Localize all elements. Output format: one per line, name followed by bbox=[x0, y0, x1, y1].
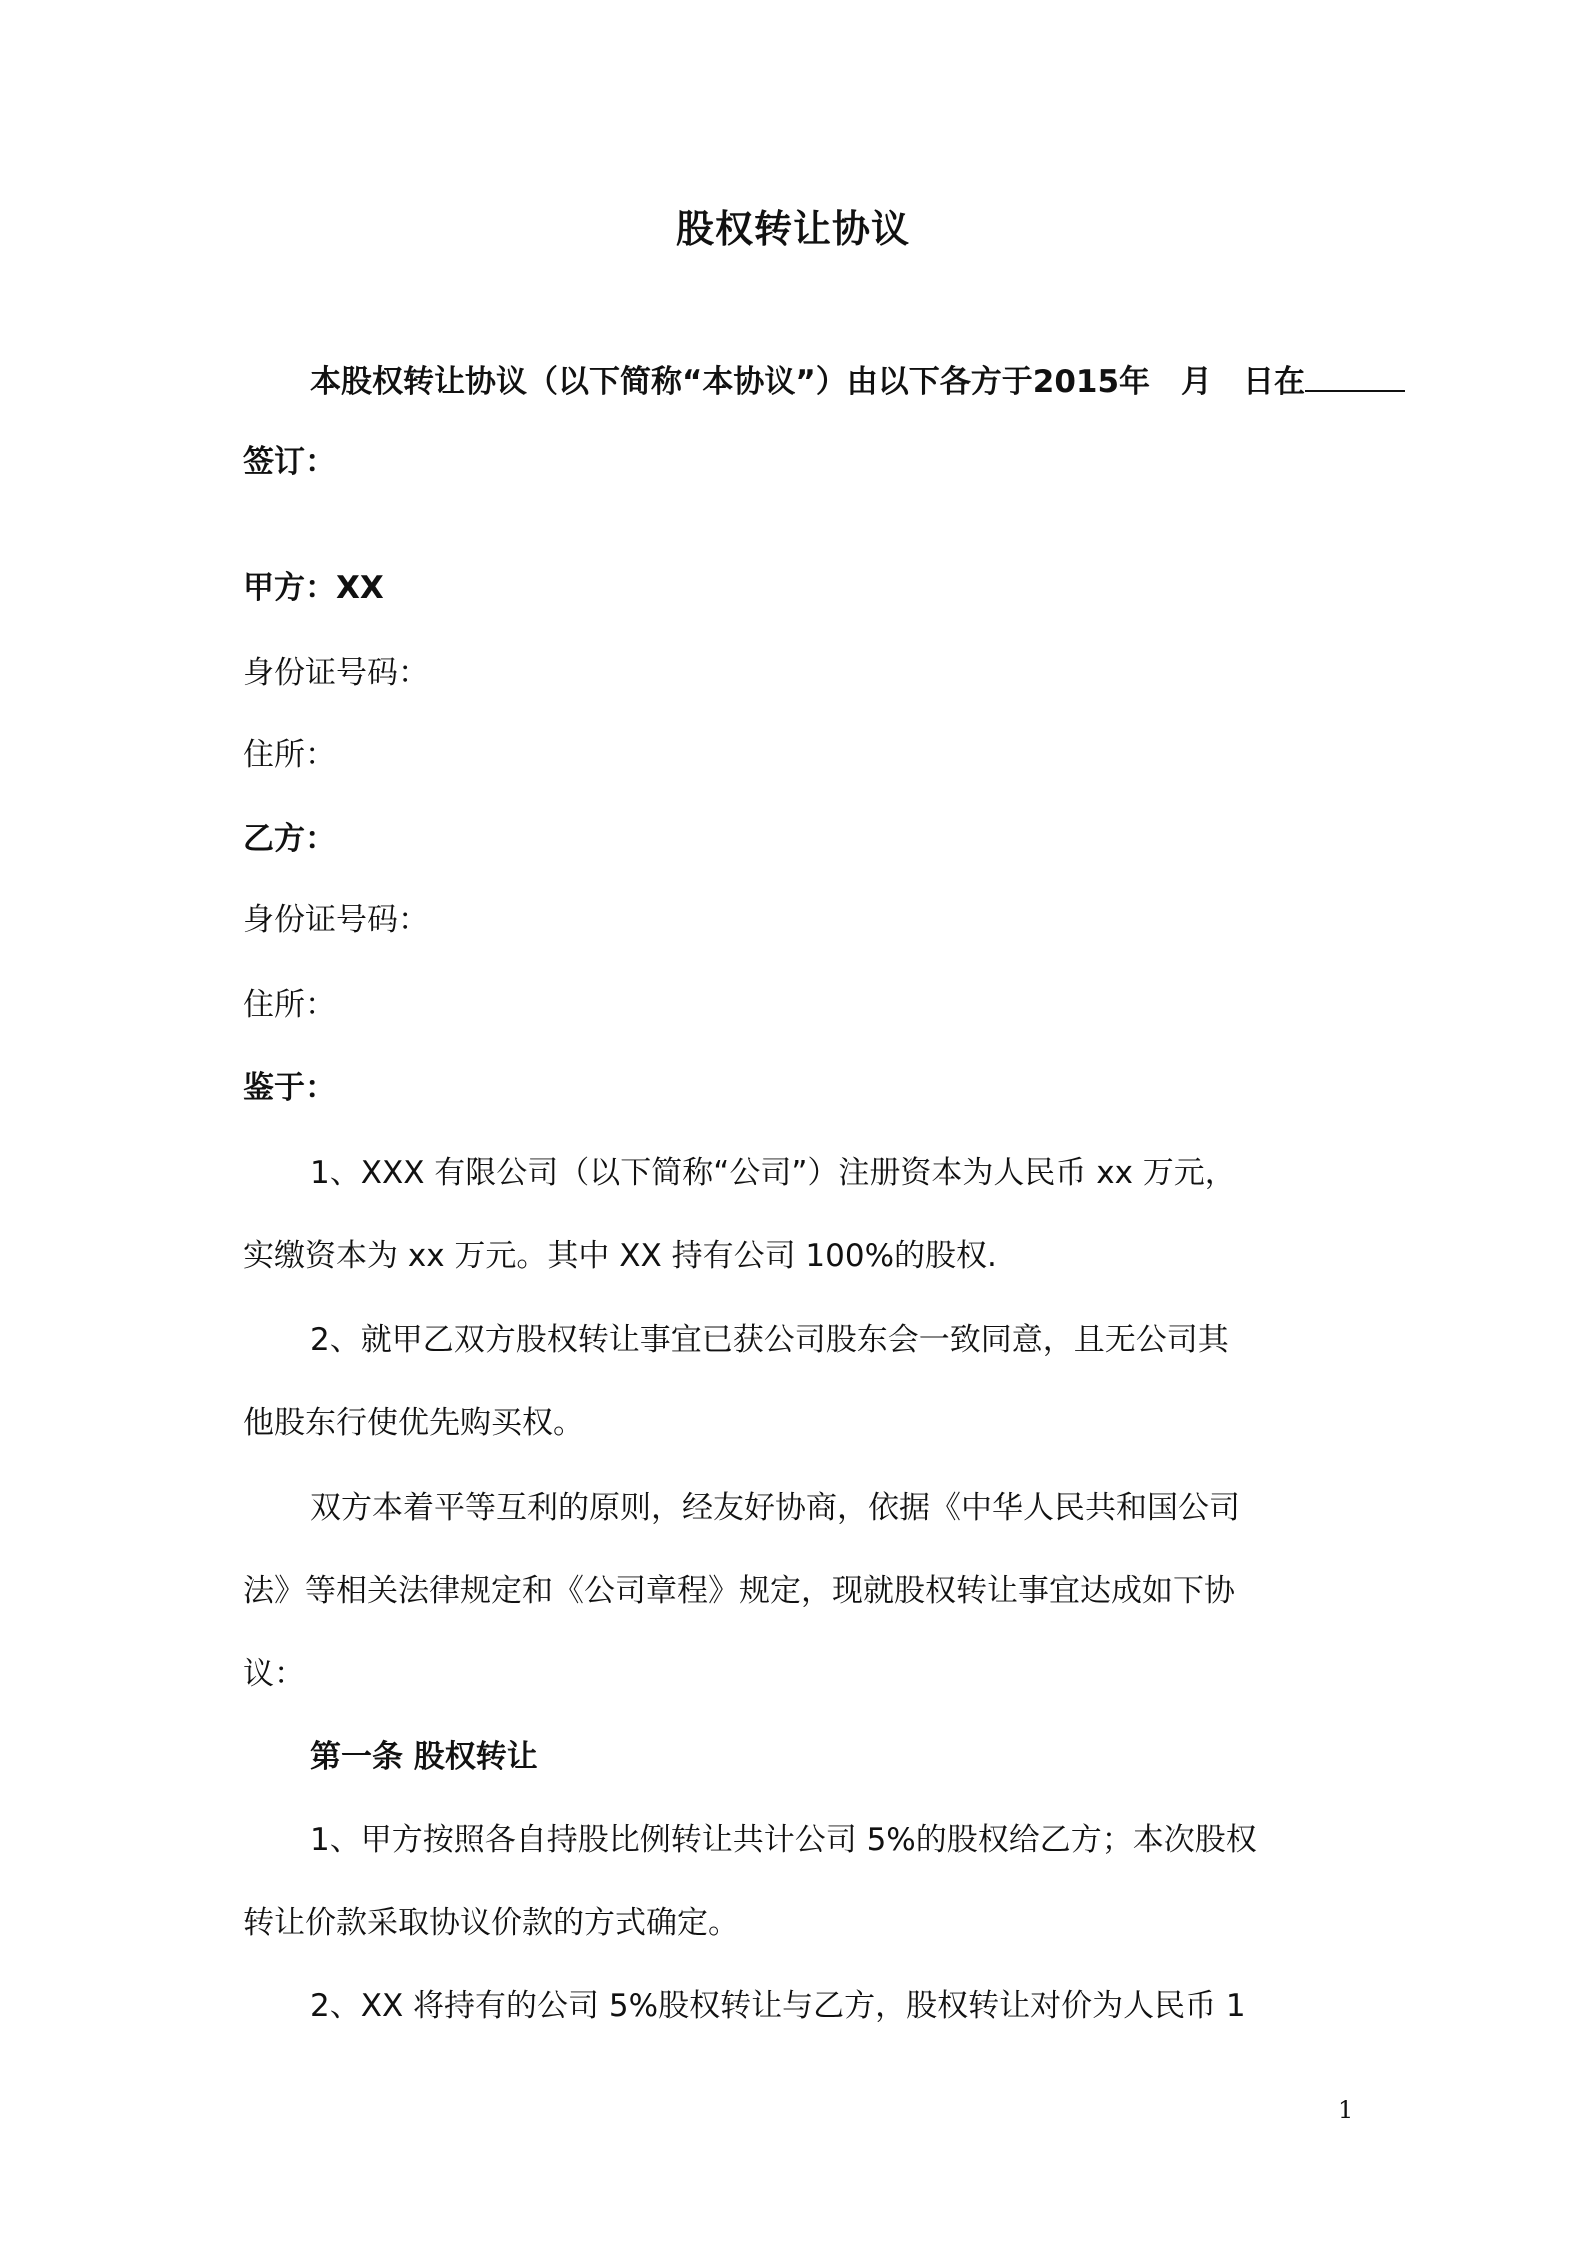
agreement-line-3: 议： bbox=[243, 1656, 305, 1692]
preamble-text: 本股权转让协议（以下简称“本协议”）由以下各方于2015年 月 日在 bbox=[310, 364, 1306, 400]
party-b-id-field: 身份证号码： bbox=[243, 902, 429, 938]
agreement-line-2: 法》等相关法律规定和《公司章程》规定，现就股权转让事宜达成如下协 bbox=[243, 1573, 1235, 1609]
article-1-item-1-line-2: 转让价款采取协议价款的方式确定。 bbox=[243, 1905, 739, 1941]
article-1-heading: 第一条 股权转让 bbox=[310, 1739, 538, 1775]
recital-1-line-1: 1、XXX 有限公司（以下简称“公司”）注册资本为人民币 xx 万元， bbox=[310, 1155, 1236, 1191]
party-b-label: 乙方： bbox=[243, 821, 336, 857]
agreement-line-1: 双方本着平等互利的原则，经友好协商，依据《中华人民共和国公司 bbox=[310, 1490, 1240, 1526]
recital-2-line-2: 他股东行使优先购买权。 bbox=[243, 1405, 584, 1441]
page-number: 1 bbox=[1338, 2096, 1354, 2124]
recital-1-line-2: 实缴资本为 xx 万元。其中 XX 持有公司 100%的股权. bbox=[243, 1238, 997, 1274]
place-blank bbox=[1305, 360, 1405, 392]
document-title: 股权转让协议 bbox=[675, 207, 910, 251]
whereas-label: 鉴于： bbox=[243, 1070, 336, 1106]
preamble-line-1 bbox=[310, 360, 1405, 404]
article-1-item-1-line-1: 1、甲方按照各自持股比例转让共计公司 5%的股权给乙方；本次股权 bbox=[310, 1822, 1257, 1858]
recital-2-line-1: 2、就甲乙双方股权转让事宜已获公司股东会一致同意，且无公司其 bbox=[310, 1322, 1229, 1358]
party-a-id-field: 身份证号码： bbox=[243, 655, 429, 691]
party-b-address-field: 住所： bbox=[243, 987, 336, 1023]
article-1-item-2-line-1: 2、XX 将持有的公司 5%股权转让与乙方，股权转让对价为人民币 1 bbox=[310, 1988, 1246, 2024]
preamble-line-2: 签订： bbox=[243, 444, 336, 480]
party-a-address-field: 住所： bbox=[243, 737, 336, 773]
party-a-label: 甲方：XX bbox=[243, 570, 384, 606]
